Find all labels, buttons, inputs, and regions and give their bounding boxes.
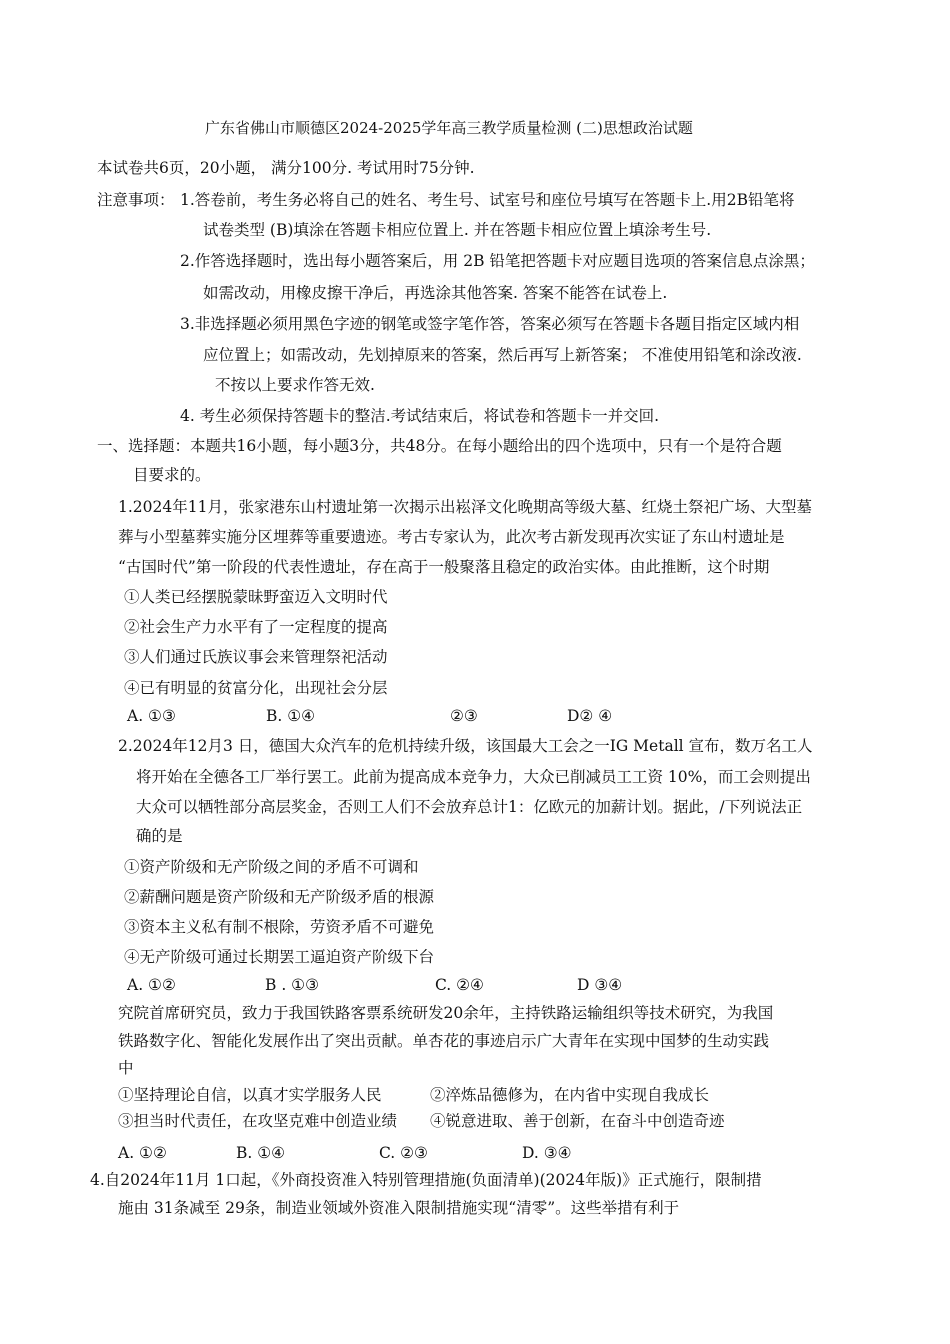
q1-statement-3: ③人们通过氏族议事会来管理祭祀活动 (124, 648, 388, 666)
q1-option-c: ②③ (450, 707, 478, 725)
notice-item-4: 4. 考生必须保持答题卡的整洁.考试结束后，将试卷和答题卡一并交回. (180, 407, 660, 425)
q3-statement-1: ①坚持理论自信，以真才实学服务人民 (118, 1086, 382, 1104)
notice-item-1-cont: 试卷类型 (B)填涂在答题卡相应位置上. 并在答题卡相应位置上填涂考生号. (203, 221, 712, 239)
q1-statement-1: ①人类已经摆脱蒙昧野蛮迈入文明时代 (124, 588, 388, 606)
q1-stem-line3: “古国时代”第一阶段的代表性遗址，存在高于一般聚落且稳定的政治实体。由此推断，这个时期 (118, 558, 770, 576)
q3-option-a: A. ①② (118, 1144, 167, 1162)
q3-option-c: C. ②③ (379, 1144, 428, 1162)
q1-stem-line2: 葬与小型墓葬实施分区埋葬等重要遗迹。考古专家认为，此次考古新发现再次实证了东山村遗址是 (118, 528, 785, 546)
section-heading-cont: 目要求的。 (133, 466, 211, 484)
q1-option-b: B. ①④ (266, 707, 316, 725)
q3-statement-4: ④锐意进取、善于创新，在奋斗中创造奇迹 (430, 1112, 725, 1130)
q3-option-b: B. ①④ (236, 1144, 286, 1162)
q3-statement-3: ③担当时代责任，在攻坚克难中创造业绩 (118, 1112, 398, 1130)
q1-statement-2: ②社会生产力水平有了一定程度的提高 (124, 618, 388, 636)
q1-stem-line1: 1.2024年11月，张家港东山村遗址第一次揭示出崧泽文化晚期高等级大墓、红烧土祭祀广场、大型墓 (118, 498, 812, 516)
q1-option-d: D② ④ (567, 707, 613, 725)
notice-label: 注意事项： (97, 191, 175, 209)
notice-item-1: 1.答卷前，考生务必将自己的姓名、考生号、试室号和座位号填写在答题卡上.用2B铅笔将 (180, 191, 795, 209)
q2-stem-line1: 2.2024年12月3 日，德国大众汽车的危机持续升级，该国最大工会之一IG Metall 宣布，数万名工人 (118, 737, 813, 755)
exam-intro: 本试卷共6页，20小题， 满分100分. 考试用时75分钟. (97, 159, 475, 177)
notice-item-2: 2.作答选择题时，选出每小题答案后，用 2B 铅笔把答题卡对应题目选项的答案信息点涂黑； (180, 252, 815, 270)
notice-item-3-cont: 应位置上；如需改动，先划掉原来的答案，然后再写上新答案； 不准使用铅笔和涂改液. (203, 346, 802, 364)
notice-item-3-cont2: 不按以上要求作答无效. (215, 376, 375, 394)
q2-option-a: A. ①② (127, 976, 176, 994)
q3-stem-line3: 中 (118, 1059, 134, 1077)
q4-stem-line1: 4.自2024年11月 1口起，《外商投资准入特别管理措施(负面清单)(2024年版)》正式施行，限制措 (90, 1171, 762, 1189)
q4-stem-line2: 施由 31条减至 29条，制造业领域外资准入限制措施实现“清零”。这些举措有利于 (118, 1199, 680, 1217)
q2-statement-1: ①资产阶级和无产阶级之间的矛盾不可调和 (124, 858, 419, 876)
q1-statement-4: ④已有明显的贫富分化，出现社会分层 (124, 679, 388, 697)
q2-option-b: B . ①③ (265, 976, 319, 994)
document-title: 广东省佛山市顺德区2024-2025学年高三教学质量检测 (二)思想政治试题 (205, 119, 693, 137)
q3-option-d: D. ③④ (522, 1144, 572, 1162)
q2-statement-4: ④无产阶级可通过长期罢工逼迫资产阶级下台 (124, 948, 435, 966)
q3-stem-line1: 究院首席研究员，致力于我国铁路客票系统研发20余年，主持铁路运输组织等技术研究，为我国 (118, 1004, 774, 1022)
q2-stem-line2: 将开始在全德各工厂举行罢工。此前为提高成本竞争力，大众已削减员工工资 10%，而工会则提出 (136, 768, 811, 786)
q3-stem-line2: 铁路数字化、智能化发展作出了突出贡献。单杏花的事迹启示广大青年在实现中国梦的生动实践 (118, 1032, 770, 1050)
q2-stem-line4: 确的是 (136, 827, 183, 845)
q1-option-a: A. ①③ (127, 707, 176, 725)
notice-item-2-cont: 如需改动，用橡皮擦干净后，再选涂其他答案. 答案不能答在试卷上. (203, 284, 668, 302)
q3-statement-2: ②淬炼品德修为，在内省中实现自我成长 (430, 1086, 710, 1104)
q2-option-c: C. ②④ (435, 976, 484, 994)
notice-item-3: 3.非选择题必须用黑色字迹的钢笔或签字笔作答，答案必须写在答题卡各题目指定区域内相 (180, 315, 800, 333)
q2-statement-3: ③资本主义私有制不根除，劳资矛盾不可避免 (124, 918, 435, 936)
q2-option-d: D ③④ (577, 976, 623, 994)
q2-stem-line3: 大众可以牺牲部分高层奖金，否则工人们不会放弃总计1：亿欧元的加薪计划。据此，/下列说法正 (136, 798, 803, 816)
section-heading: 一、选择题：本题共16小题，每小题3分，共48分。在每小题给出的四个选项中，只有一个是符合题 (97, 437, 782, 455)
q2-statement-2: ②薪酬问题是资产阶级和无产阶级矛盾的根源 (124, 888, 435, 906)
